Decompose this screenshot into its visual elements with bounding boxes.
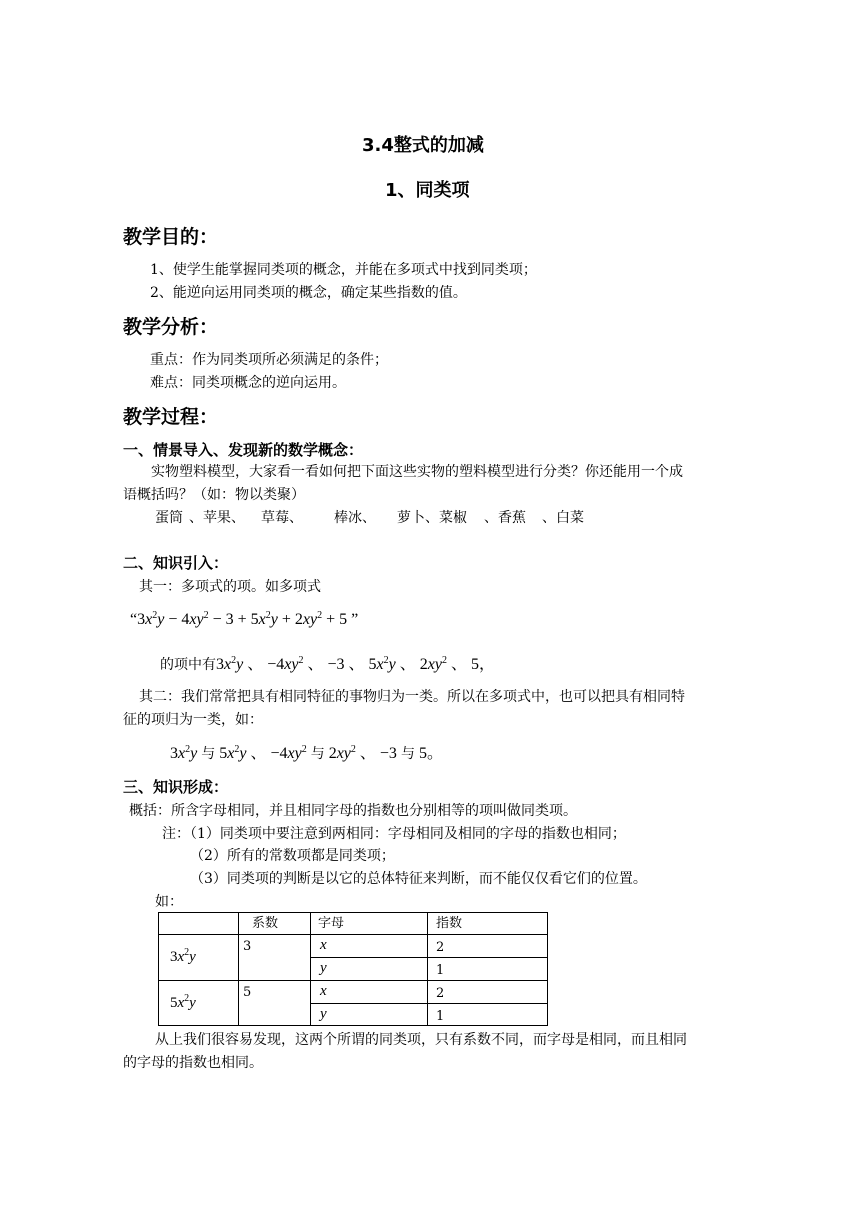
analysis-heading: 教学分析： [123, 316, 219, 338]
table-row-1-coefficient: 3 [243, 939, 252, 954]
table-row-1-exp-x: 2 [436, 940, 445, 955]
table-row-2-exp-y: 1 [436, 1009, 445, 1024]
process-heading: 教学过程： [123, 406, 219, 428]
table-row-1-letter-y: y [320, 960, 327, 976]
section3-heading: 三、知识形成： [123, 778, 229, 796]
section2-second-line-1: 其二：我们常常把具有相同特征的事物归为一类。所以在多项式中，也可以把具有相同特 [139, 689, 685, 705]
section1-heading: 一、情景导入、发现新的数学概念： [123, 441, 364, 459]
table-row-1-letter-x: x [320, 937, 327, 953]
polynomial-expression: “$3x^2y - 4xy^2 - 3 + 5x^2y + 2xy^2 + 5$ ” [130, 610, 359, 628]
table-header-exponent: 指数 [436, 916, 463, 931]
section1-item-7: 、白菜 [542, 510, 584, 526]
like-terms-table [158, 912, 548, 1026]
like-terms-examples: $3x^2y$ 与 $5x^2y$ 、 $-4xy^2$ 与 $2xy^2$ 、 −3 与 5。 [170, 744, 443, 762]
section1-item-3: 草莓、 [261, 510, 303, 526]
polynomial-terms: 的项中有$3x^2y$ 、 $-4xy^2$ 、 −3 、 $5x^2y$ 、 $2xy^2$ 、 5， [160, 655, 495, 673]
table-row-2-coefficient: 5 [243, 985, 252, 1000]
section1-item-5: 萝卜、菜椒 [397, 510, 467, 526]
analysis-key-point: 重点：作为同类项所必须满足的条件； [150, 352, 388, 368]
section2-second-line-2: 征的项归为一类，如： [123, 712, 263, 728]
table-row-2-letter-x: x [320, 983, 327, 999]
section2-first-line: 其一：多项式的项。如多项式 [139, 579, 321, 595]
section3-example-label: 如： [155, 894, 183, 910]
table-row-2-exp-x: 2 [436, 986, 445, 1001]
analysis-difficulty: 难点：同类项概念的逆向运用。 [150, 375, 346, 391]
conclusion-line-2: 的字母的指数也相同。 [123, 1055, 263, 1071]
section1-item-6: 、香蕉 [484, 510, 526, 526]
table-row-1-term: $3x^2y$ [170, 947, 196, 965]
conclusion-line-1: 从上我们很容易发现，这两个所谓的同类项，只有系数不同，而字母是相同，而且相同 [155, 1032, 687, 1048]
section3-note-1: 注：（1）同类项中要注意到两相同：字母相同及相同的字母的指数也相同； [162, 826, 626, 842]
document-title: 3.4整式的加减 [362, 135, 484, 156]
section1-item-4: 棒冰、 [334, 510, 376, 526]
section1-item-2: 、苹果、 [189, 510, 245, 526]
objectives-heading: 教学目的： [123, 226, 219, 248]
table-row-2-term: $5x^2y$ [170, 993, 196, 1011]
section3-note-2: （2）所有的常数项都是同类项； [190, 848, 395, 864]
section3-note-3: （3）同类项的判断是以它的总体特征来判断，而不能仅仅看它们的位置。 [190, 871, 647, 887]
table-header-letters: 字母 [318, 916, 345, 931]
table-row-1-exp-y: 1 [436, 963, 445, 978]
objective-item-1: 1、使学生能掌握同类项的概念，并能在多项式中找到同类项； [150, 262, 537, 278]
section2-heading: 二、知识引入： [123, 554, 229, 572]
section1-line-1: 实物塑料模型，大家看一看如何把下面这些实物的塑料模型进行分类？你还能用一个成 [151, 464, 683, 480]
table-row-2-letter-y: y [320, 1006, 327, 1022]
document-subtitle: 1、同类项 [385, 180, 470, 201]
table-header-coefficient: 系数 [252, 916, 279, 931]
section1-line-2: 语概括吗？（如：物以类聚） [123, 487, 305, 503]
section3-summary: 概括：所含字母相同，并且相同字母的指数也分别相等的项叫做同类项。 [129, 803, 577, 819]
section1-item-1: 蛋筒 [155, 510, 183, 526]
objective-item-2: 2、能逆向运用同类项的概念，确定某些指数的值。 [150, 285, 467, 301]
